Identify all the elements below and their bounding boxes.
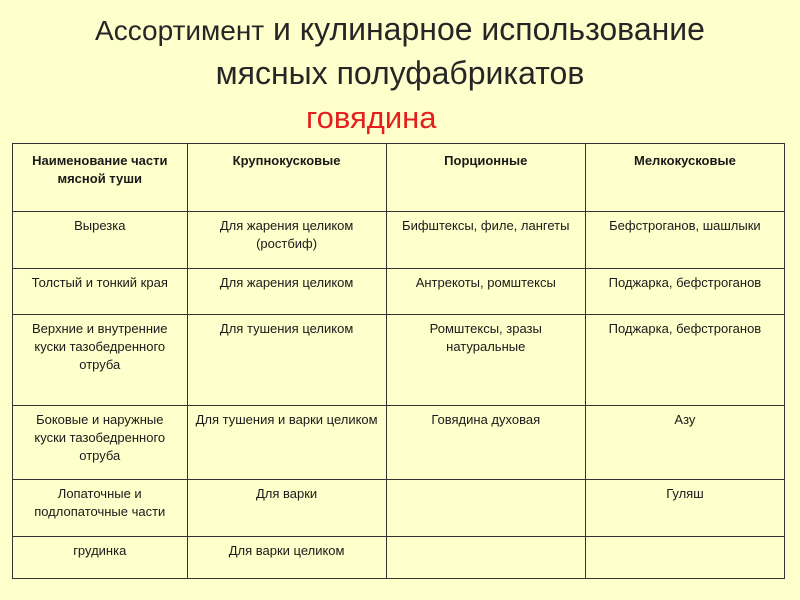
table-row <box>13 315 785 406</box>
table-cell <box>585 537 784 579</box>
table-row <box>13 480 785 537</box>
table-cell: Для варки <box>187 480 386 537</box>
table-cell <box>386 537 585 579</box>
assortment-table <box>12 143 785 579</box>
table-cell: Ромштексы, зразы натуральные <box>386 315 585 406</box>
slide-title <box>0 8 800 94</box>
table-cell: Боковые и наружные куски тазобедренного отруба <box>13 406 188 480</box>
table-cell: Говядина духовая <box>386 406 585 480</box>
header-small-pieces: Мелкокусковые <box>585 144 784 212</box>
slide-subtitle: говядина <box>306 100 437 135</box>
slide-title-line2: мясных полуфабрикатов <box>215 55 585 91</box>
table-cell: Гуляш <box>585 480 784 537</box>
table-cell: Антрекоты, ромштексы <box>386 269 585 315</box>
table-row <box>13 212 785 269</box>
table-cell: Поджарка, бефстроганов <box>585 315 784 406</box>
table-cell: Азу <box>585 406 784 480</box>
table-cell: грудинка <box>13 537 188 579</box>
table-row <box>13 406 785 480</box>
table-cell: Бифштексы, филе, лангеты <box>386 212 585 269</box>
table-row <box>13 537 785 579</box>
table-cell: Верхние и внутренние куски тазобедренного отруба <box>13 315 188 406</box>
table-cell <box>386 480 585 537</box>
table-cell: Для тушения целиком <box>187 315 386 406</box>
table-cell: Поджарка, бефстроганов <box>585 269 784 315</box>
table-header-row <box>13 144 785 212</box>
table-cell: Бефстроганов, шашлыки <box>585 212 784 269</box>
header-large-pieces: Крупнокусковые <box>187 144 386 212</box>
table-cell: Вырезка <box>13 212 188 269</box>
table-cell: Для варки целиком <box>187 537 386 579</box>
table-cell: Для тушения и варки целиком <box>187 406 386 480</box>
header-cut-name: Наименование части мясной туши <box>13 144 188 212</box>
table-cell: Для жарения целиком (ростбиф) <box>187 212 386 269</box>
table-cell: Для жарения целиком <box>187 269 386 315</box>
header-portion-pieces: Порционные <box>386 144 585 212</box>
slide-title-rest: и кулинарное использование <box>264 11 705 47</box>
slide-title-first-word: Ассортимент <box>95 15 265 46</box>
table-cell: Лопаточные и подлопаточные части <box>13 480 188 537</box>
table-row <box>13 269 785 315</box>
table-cell: Толстый и тонкий края <box>13 269 188 315</box>
